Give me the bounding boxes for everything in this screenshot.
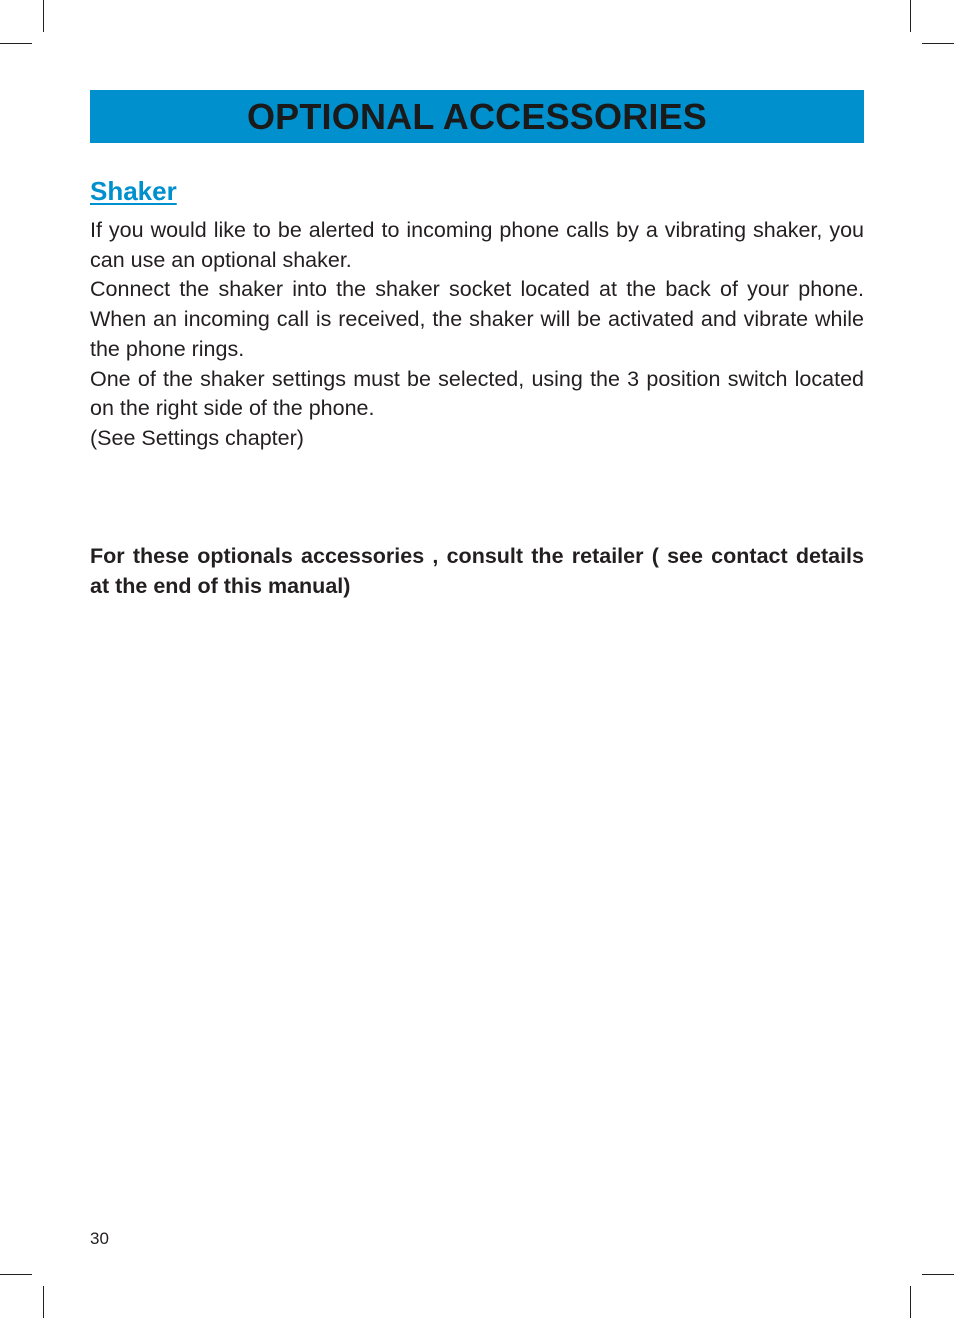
title-banner <box>90 90 864 143</box>
paragraph-see-settings: (See Settings chapter) <box>90 425 304 450</box>
paragraph-settings: One of the shaker settings must be selected, using the 3 position switch located on the right side of the phone. <box>90 366 864 421</box>
crop-mark-bottom-right-vertical <box>910 1286 911 1318</box>
crop-mark-bottom-left-vertical <box>43 1286 44 1318</box>
crop-mark-top-right-vertical <box>910 0 911 32</box>
crop-mark-top-right-horizontal <box>922 43 954 44</box>
crop-mark-top-left-vertical <box>43 0 44 32</box>
crop-mark-top-left-horizontal <box>0 43 32 44</box>
paragraph-intro: If you would like to be alerted to incoming phone calls by a vibrating shaker, you can use an optional shaker. <box>90 218 864 272</box>
retailer-note: For these optionals accessories , consult the retailer ( see contact details at the end of this manual) <box>90 544 864 598</box>
crop-mark-bottom-left-horizontal <box>0 1274 32 1275</box>
section-heading-shaker: Shaker <box>90 176 177 206</box>
page-title: OPTIONAL ACCESSORIES <box>246 95 708 137</box>
page-number: 30 <box>90 1229 109 1248</box>
crop-mark-bottom-right-horizontal <box>922 1274 954 1275</box>
section-body <box>90 216 864 454</box>
paragraph-connect: Connect the shaker into the shaker socket located at the back of your phone. When an incoming call is received, the shaker will be activated and vibrate while the phone rings. <box>90 277 864 361</box>
